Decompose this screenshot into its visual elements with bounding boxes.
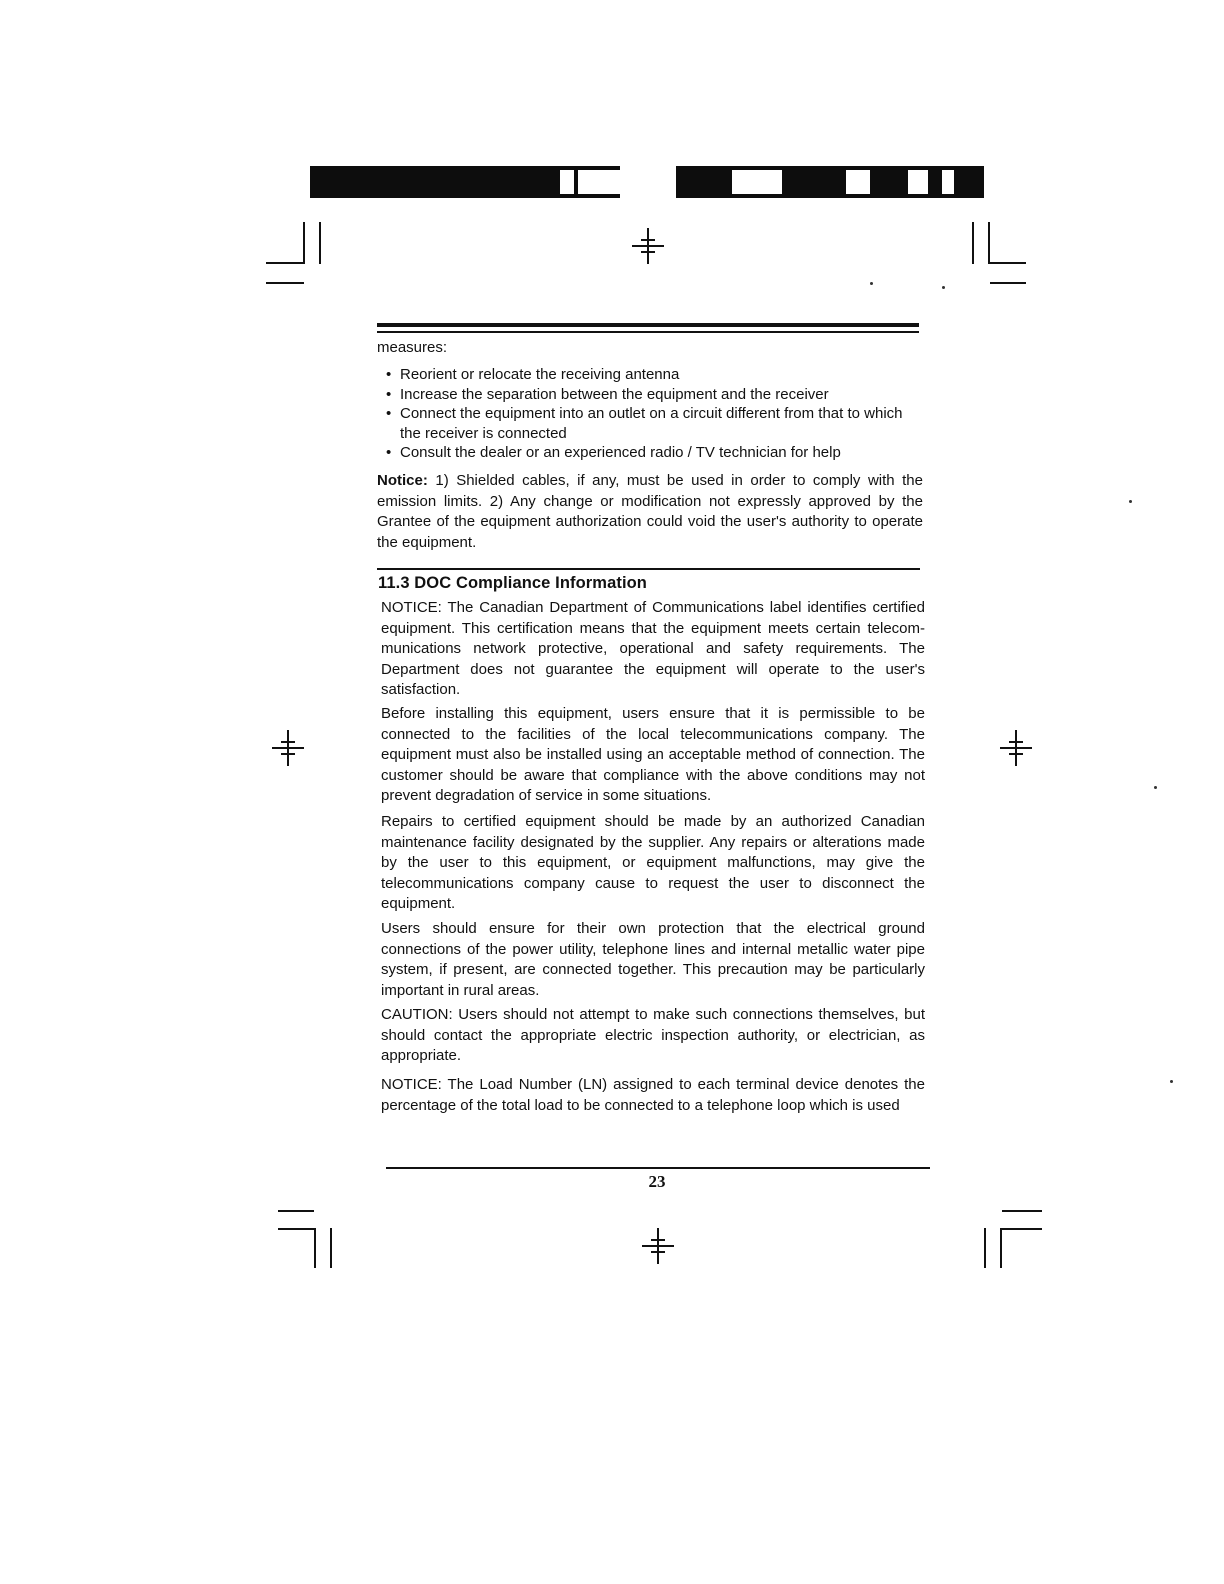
crop-mark-bottom-left-v2 [330, 1228, 332, 1268]
notice-label: Notice: [377, 472, 428, 489]
notice-paragraph [377, 471, 923, 553]
crop-mark-top-right-v2 [988, 222, 990, 264]
crop-mark-top-right-h1 [988, 262, 1026, 264]
list-item: • Connect the equipment into an outlet on a circuit different from that to which the receiver is connected [386, 404, 926, 443]
notice-text: 1) Shielded cables, if any, must be used in order to comply with the emission limits. 2) Any change or modification not expressly approved by the Grantee of the equipment authorization could void the user's authority to operate the equipment. [377, 472, 923, 551]
paragraph-before-installing: Before installing this equipment, users ensure that it is permissible to be connected to the facilities of the local telecommunications company. The equipment must also be installed using an acceptable method of connection. The customer should be aware that compliance with the above conditions may not prevent degradation of service in some situations. [381, 705, 925, 804]
crop-mark-top-left-v1 [303, 222, 305, 264]
list-item: • Reorient or relocate the receiving antenna [386, 365, 926, 385]
crop-mark-bottom-right-h1 [1002, 1210, 1042, 1212]
scan-speck [1129, 500, 1132, 503]
paragraph-notice-doc: NOTICE: The Canadian Department of Communications label identifies certified equipment. This certification means that the equipment meets certain telecom-munications network protective, operational and safety requirements. The Department does not guarantee the equipment will operate to the user's satisfaction. [381, 599, 925, 698]
page-number: 23 [648, 1172, 666, 1191]
crop-mark-top-left-h1 [266, 262, 304, 264]
crop-mark-top-right-v1 [972, 222, 974, 264]
crop-mark-top-left-v2 [319, 222, 321, 264]
crop-mark-bottom-right-v1 [984, 1228, 986, 1268]
list-item: • Consult the dealer or an experienced radio / TV technician for help [386, 443, 926, 463]
crop-mark-bottom-left-h1 [278, 1210, 314, 1212]
scan-speck [1170, 1080, 1173, 1083]
intro-text: measures: [377, 339, 448, 356]
crop-mark-bottom-right-v2 [1000, 1228, 1002, 1268]
registration-bar-right [676, 166, 984, 198]
list-item: • Increase the separation between the equipment and the receiver [386, 385, 926, 405]
header-rule-thin [377, 331, 919, 333]
registration-target-bottom [638, 1226, 678, 1266]
scan-speck [1154, 786, 1157, 789]
crop-mark-bottom-right-h2 [1002, 1228, 1042, 1230]
paragraph-repairs: Repairs to certified equipment should be made by an authorized Canadian maintenance facility designated by the supplier. Any repairs or alterations made by the user to this equipment, or equipment malfunctions, may give the telecommunications company cause to request the user to disconnect the equipment. [381, 813, 925, 912]
paragraph-load-number: NOTICE: The Load Number (LN) assigned to each terminal device denotes the percentage of the total load to be connected to a telephone loop which is used [381, 1076, 925, 1114]
registration-target-right [996, 728, 1036, 768]
registration-target-left [268, 728, 308, 768]
scan-speck [942, 286, 945, 289]
paragraph-ground-connections: Users should ensure for their own protection that the electrical ground connections of the power utility, telephone lines and internal metallic water pipe system, if present, are connected together. This precaution may be particularly important in rural areas. [381, 920, 925, 999]
footer-rule [386, 1167, 930, 1169]
paragraph-caution: CAUTION: Users should not attempt to make such connections themselves, but should contact the appropriate electric inspection authority, or electrician, as appropriate. [381, 1006, 925, 1064]
registration-bar-left [310, 166, 620, 198]
crop-mark-top-left-h2 [266, 282, 304, 284]
registration-target-top [628, 226, 668, 266]
section-rule [377, 568, 920, 570]
crop-mark-bottom-left-v1 [314, 1228, 316, 1268]
scan-speck [870, 282, 873, 285]
crop-mark-top-right-h2 [990, 282, 1026, 284]
header-rule-thick [377, 323, 919, 327]
interference-measures-list [386, 365, 926, 463]
section-title: 11.3 DOC Compliance Information [378, 574, 647, 592]
crop-mark-bottom-left-h2 [278, 1228, 314, 1230]
